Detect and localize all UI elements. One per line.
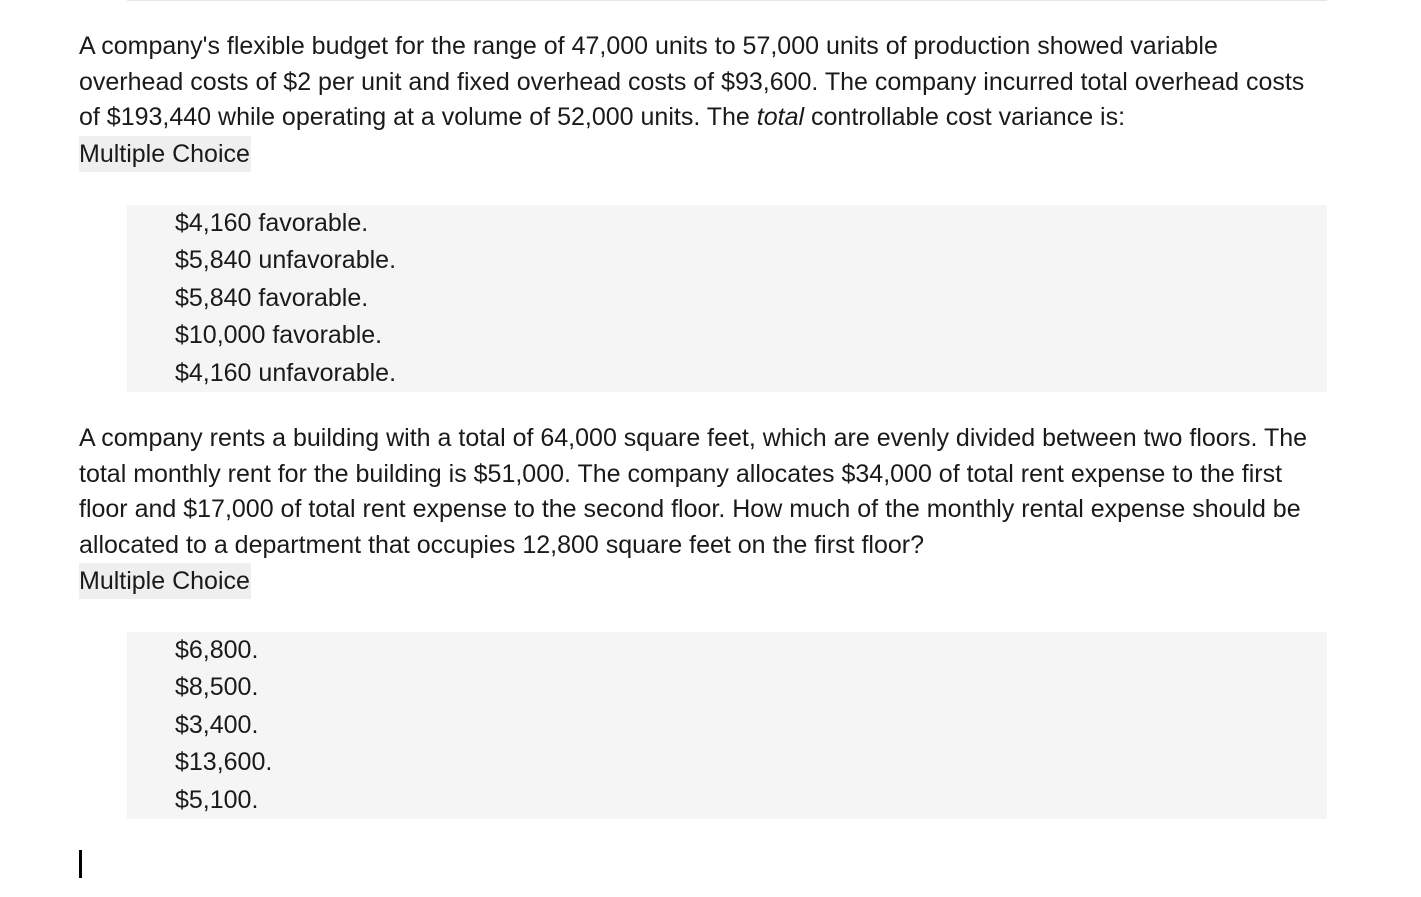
question-1-stem-text: A company's flexible budget for the range of 47,000 units to 57,000 units of production showed variable overhead costs of $2 per unit and fixed overhead costs of $93,600. The company incurred total overhead costs of $193,440 while operating at a volume of 52,000 units. The (79, 32, 1305, 132)
question-1-choice-b[interactable]: $5,840 unfavorable. (175, 246, 397, 275)
question-2-stem: A company rents a building with a total of 64,000 square feet, which are evenly divided between two floors. The total monthly rent for the building is $51,000. The company allocates $34,000 of total rent expense to the first floor and $17,000 of total rent expense to the second floor. How much of the monthly rental expense should be allocated to a department that occupies 12,800 square feet on the first floor? (79, 424, 1308, 559)
question-2-multiple-choice-label: Multiple Choice (79, 563, 251, 599)
question-1-multiple-choice-label: Multiple Choice (79, 136, 251, 172)
question-1 (79, 29, 1329, 172)
question-1-stem-emphasis: total (756, 103, 805, 132)
question-2-choice-a[interactable]: $6,800. (175, 636, 259, 664)
question-2-choice-d[interactable]: $13,600. (175, 748, 273, 777)
question-1-choices (127, 205, 1327, 392)
question-2 (79, 421, 1329, 599)
question-1-choice-c[interactable]: $5,840 favorable. (175, 283, 369, 312)
text-cursor (79, 850, 82, 878)
question-1-stem-text-end: controllable cost variance is: (804, 103, 1126, 132)
question-1-choice-d[interactable]: $10,000 favorable. (175, 321, 383, 350)
top-divider (127, 0, 1327, 1)
question-2-choice-c[interactable]: $3,400. (175, 710, 259, 739)
question-2-choice-e[interactable]: $5,100. (175, 785, 259, 814)
question-1-stem (79, 29, 1329, 136)
question-1-choice-e[interactable]: $4,160 unfavorable. (175, 358, 397, 387)
question-1-choice-a[interactable]: $4,160 favorable. (175, 209, 369, 237)
question-2-choice-b[interactable]: $8,500. (175, 673, 259, 702)
question-2-choices (127, 632, 1327, 819)
